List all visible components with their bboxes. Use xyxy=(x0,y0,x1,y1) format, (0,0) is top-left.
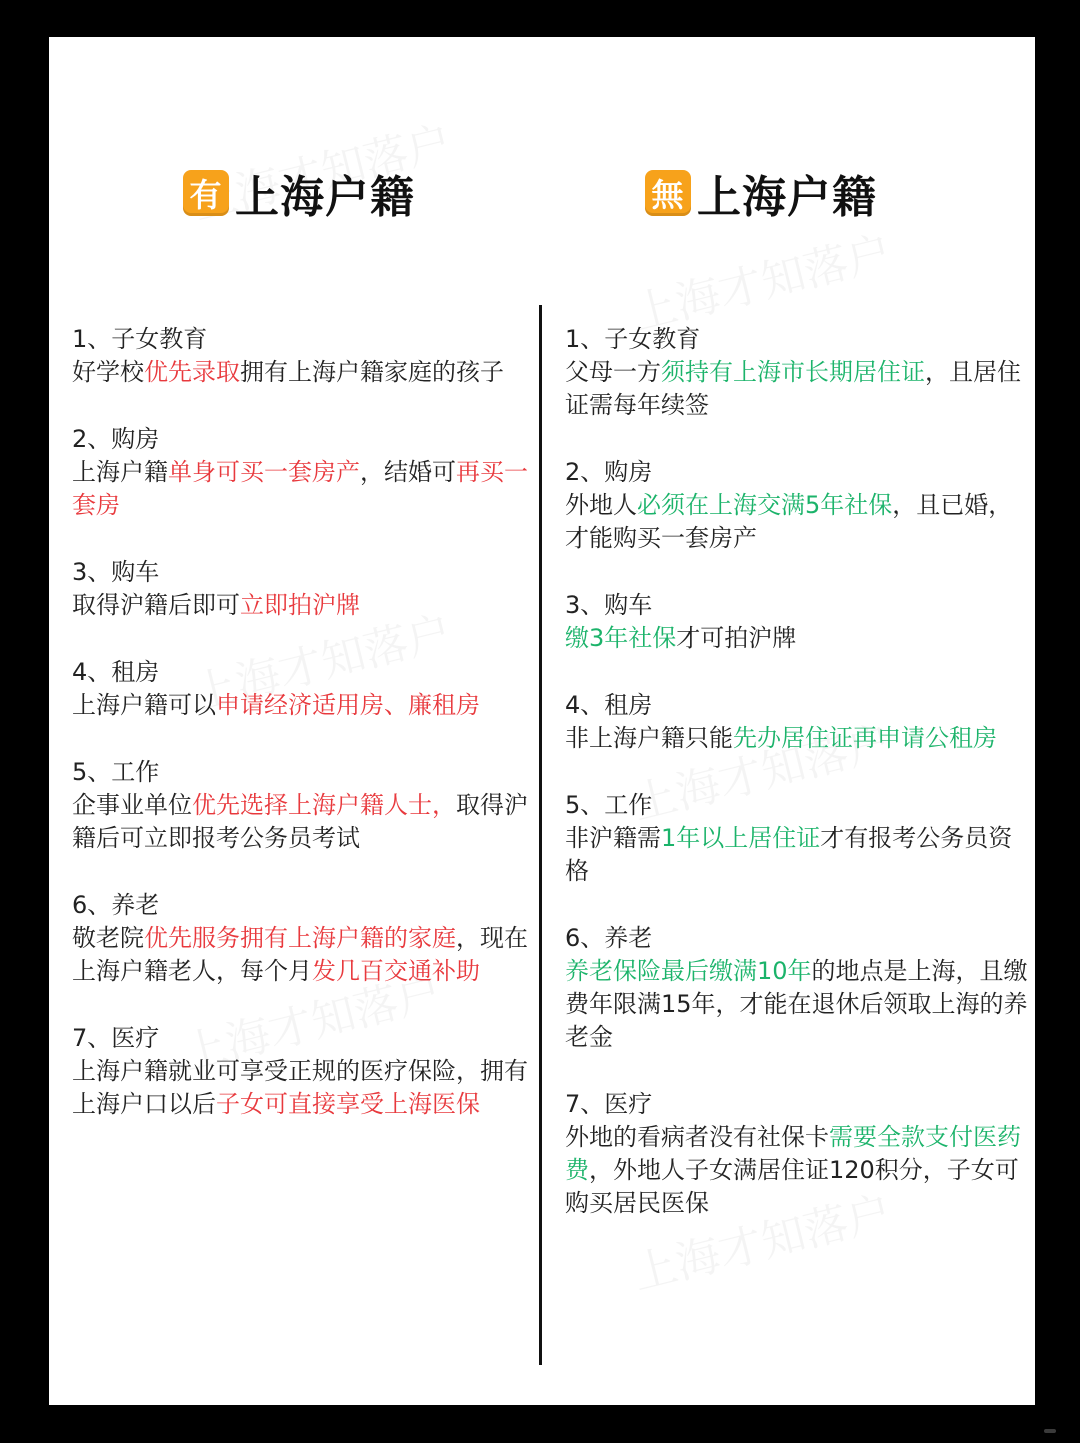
item-body xyxy=(565,822,1035,888)
left-item-3 xyxy=(72,556,537,622)
item-title: 6、养老 xyxy=(72,891,160,919)
body-text: ，结婚可 xyxy=(360,458,456,486)
xiaohongshu-logo xyxy=(1044,1429,1056,1433)
highlight-text: 必须在上海交满5年社保 xyxy=(637,491,893,519)
highlight-text: 养老保险最后缴满10年 xyxy=(565,957,812,985)
body-text: 敬老院 xyxy=(72,924,144,952)
left-item-4 xyxy=(72,656,537,722)
body-text: 上海户籍 xyxy=(72,458,168,486)
highlight-text: 发几百交通补助 xyxy=(312,957,480,985)
highlight-text: 1年以上居住证 xyxy=(661,824,821,852)
item-body xyxy=(565,1121,1035,1220)
body-text: 才可拍沪牌 xyxy=(676,624,797,652)
body-text: 非上海户籍只能 xyxy=(565,724,733,752)
body-text: 的地点是上海，且缴费年限满15年，才能在退休后领取上海的养老金 xyxy=(565,957,1028,1051)
left-heading xyxy=(183,165,415,221)
highlight-text: 先办居住证再申请公租房 xyxy=(733,724,997,752)
highlight-text: 需要全款支付医药费 xyxy=(565,1123,1021,1184)
body-text: 上海户籍就业可享受正规的医疗保险，拥有上海户口以后 xyxy=(72,1057,528,1118)
highlight-text: 申请经济适用房、廉租房 xyxy=(216,691,480,719)
item-title: 6、养老 xyxy=(565,924,653,952)
body-text: 上海户籍可以 xyxy=(72,691,216,719)
highlight-text: 单身可买一套房产 xyxy=(168,458,360,486)
item-body xyxy=(565,722,1035,755)
body-text: ，且居住证需每年续签 xyxy=(565,358,1021,419)
right-item-6 xyxy=(565,922,1035,1054)
item-title: 2、购房 xyxy=(565,458,653,486)
highlight-text: 优先服务拥有上海户籍的家庭 xyxy=(144,924,456,952)
item-title: 4、租房 xyxy=(565,691,653,719)
highlight-text: 缴3年社保 xyxy=(565,624,677,652)
right-item-3 xyxy=(565,589,1035,655)
right-heading xyxy=(645,165,877,221)
right-column xyxy=(565,323,1035,1254)
item-body xyxy=(72,589,537,622)
highlight-text: 优先选择上海户籍人士， xyxy=(192,791,456,819)
body-text: 才有报考公务员资格 xyxy=(565,824,1013,885)
column-divider xyxy=(539,305,542,1365)
body-text: ，外地人子女满居住证120积分，子女可购买居民医保 xyxy=(565,1156,1019,1217)
item-title: 3、购车 xyxy=(565,591,653,619)
body-text: 取得沪籍后即可 xyxy=(72,591,240,619)
item-title: 5、工作 xyxy=(72,758,160,786)
left-item-5 xyxy=(72,756,537,855)
right-item-7 xyxy=(565,1088,1035,1220)
body-text: 外地的看病者没有社保卡 xyxy=(565,1123,829,1151)
item-title: 7、医疗 xyxy=(72,1024,160,1052)
body-text: 好学校 xyxy=(72,358,144,386)
item-body xyxy=(72,789,537,855)
none-badge-icon: 無 xyxy=(645,170,691,216)
item-title: 1、子女教育 xyxy=(565,325,701,353)
have-badge-icon: 有 xyxy=(183,170,229,216)
right-item-1 xyxy=(565,323,1035,422)
left-column xyxy=(72,323,537,1155)
right-item-5 xyxy=(565,789,1035,888)
body-text: ，现在上海户籍老人，每个月 xyxy=(72,924,528,985)
highlight-text: 优先录取 xyxy=(144,358,240,386)
item-body xyxy=(72,356,537,389)
item-body xyxy=(72,922,537,988)
left-item-1 xyxy=(72,323,537,389)
item-body xyxy=(72,456,537,522)
item-body xyxy=(72,1055,537,1121)
body-text: 非沪籍需 xyxy=(565,824,661,852)
item-body xyxy=(565,622,1035,655)
item-body xyxy=(565,356,1035,422)
highlight-text: 子女可直接享受上海医保 xyxy=(216,1090,480,1118)
item-title: 4、租房 xyxy=(72,658,160,686)
highlight-text: 立即拍沪牌 xyxy=(240,591,360,619)
body-text: ，且已婚，才能购买一套房产 xyxy=(565,491,1013,552)
highlight-text: 再买一套房 xyxy=(72,458,528,519)
left-item-6 xyxy=(72,889,537,988)
body-text: 企事业单位 xyxy=(72,791,192,819)
body-text: 拥有上海户籍家庭的孩子 xyxy=(240,358,504,386)
highlight-text: 须持有上海市长期居住证 xyxy=(661,358,925,386)
item-title: 2、购房 xyxy=(72,425,160,453)
item-body xyxy=(72,689,537,722)
item-body xyxy=(565,955,1035,1054)
right-heading-text: 上海户籍 xyxy=(697,172,877,223)
left-item-2 xyxy=(72,423,537,522)
body-text: 取得沪籍后可立即报考公务员考试 xyxy=(72,791,528,852)
item-title: 5、工作 xyxy=(565,791,653,819)
item-title: 7、医疗 xyxy=(565,1090,653,1118)
item-title: 3、购车 xyxy=(72,558,160,586)
item-title: 1、子女教育 xyxy=(72,325,208,353)
body-text: 父母一方 xyxy=(565,358,661,386)
left-heading-text: 上海户籍 xyxy=(235,172,415,223)
right-item-2 xyxy=(565,456,1035,555)
item-body xyxy=(565,489,1035,555)
left-item-7 xyxy=(72,1022,537,1121)
body-text: 外地人 xyxy=(565,491,637,519)
comparison-card xyxy=(49,37,1035,1405)
right-item-4 xyxy=(565,689,1035,755)
